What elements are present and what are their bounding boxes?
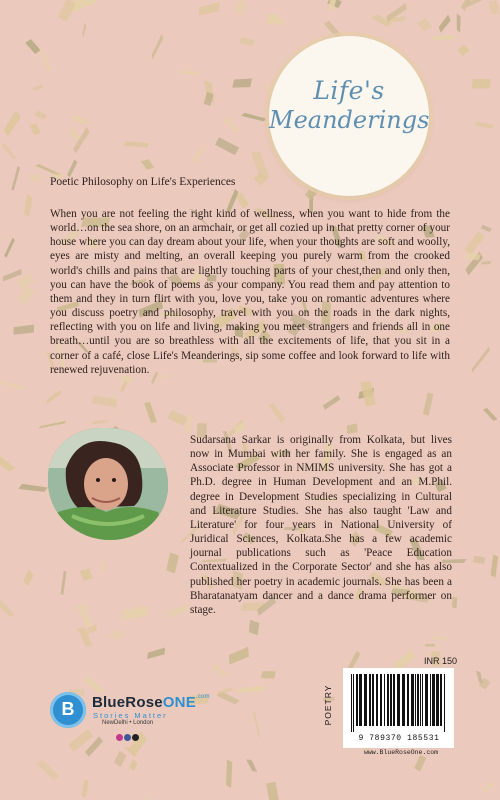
title-badge [269,36,429,196]
isbn-number: 9 789370 185531 [358,734,440,743]
price-label: INR 150 [424,656,458,666]
publisher-slogan: Stories Matter [93,711,168,720]
book-tagline: Poetic Philosophy on Life's Experiences [50,176,236,188]
instagram-icon [116,734,123,741]
social-icons [116,728,156,738]
isbn-barcode [343,668,454,734]
x-icon [132,734,139,741]
publisher-logo-icon: B [50,692,86,728]
facebook-icon [124,734,131,741]
book-title-line1: Life's [313,76,385,105]
author-photo [48,428,168,540]
genre-label: POETRY [323,684,333,726]
book-title-line2: Meanderings [269,106,430,134]
book-blurb: When you are not feeling the right kind of wellness, when you want to hide from the world…on the sea shore, on an armchair, or get all cozied up in that pretty corner of your house where you can day dream about your life, when your thoughts are soft and woolly, eyes are misty and melting, an overall keeping you purely warm from the crooked world's chills and pains that are lightly touching parts of your chest,then and only then, you can have the book of poems as your company. You read them and pay attention to them and they in turn flirt with you, love you, take you on romantic adventures where you discuss poetry and philosophy, travel with you on the roads in the dark nights, reflecting with you on life and living, making you meet strangers and friends all in one breath…until you are so breathless with all the excitements of life, that you sit in a corner of a café, close Life's Meanderings, sip some coffee and look forward to life with renewed rejuvenation. [50,208,450,376]
publisher-website: www.BlueRoseOne.com [363,749,439,756]
author-bio: Sudarsana Sarkar is originally from Kolkata, but lives now in Mumbai with her family. She is engaged as an Associate Professor in NMIMS university. She has got a Ph.D. degree in Human Development and an M.Phil. degree in Development Studies specializing in Cultural and Literature Studies. She has also taught 'Law and Literature' for four years in National University of Juridical Sciences, Kolkata.She has a few academic journal publications such as 'Peace Education Contextualized in the Corporate Sector' and she has also published her poetry in academic journals. She has been a Bharatanatyam dancer and a dance drama performer on stage. [190,434,452,616]
publisher-cities: NewDelhi • London [102,720,154,726]
publisher-name: BlueRoseONE$^{.com}$ [92,694,210,711]
